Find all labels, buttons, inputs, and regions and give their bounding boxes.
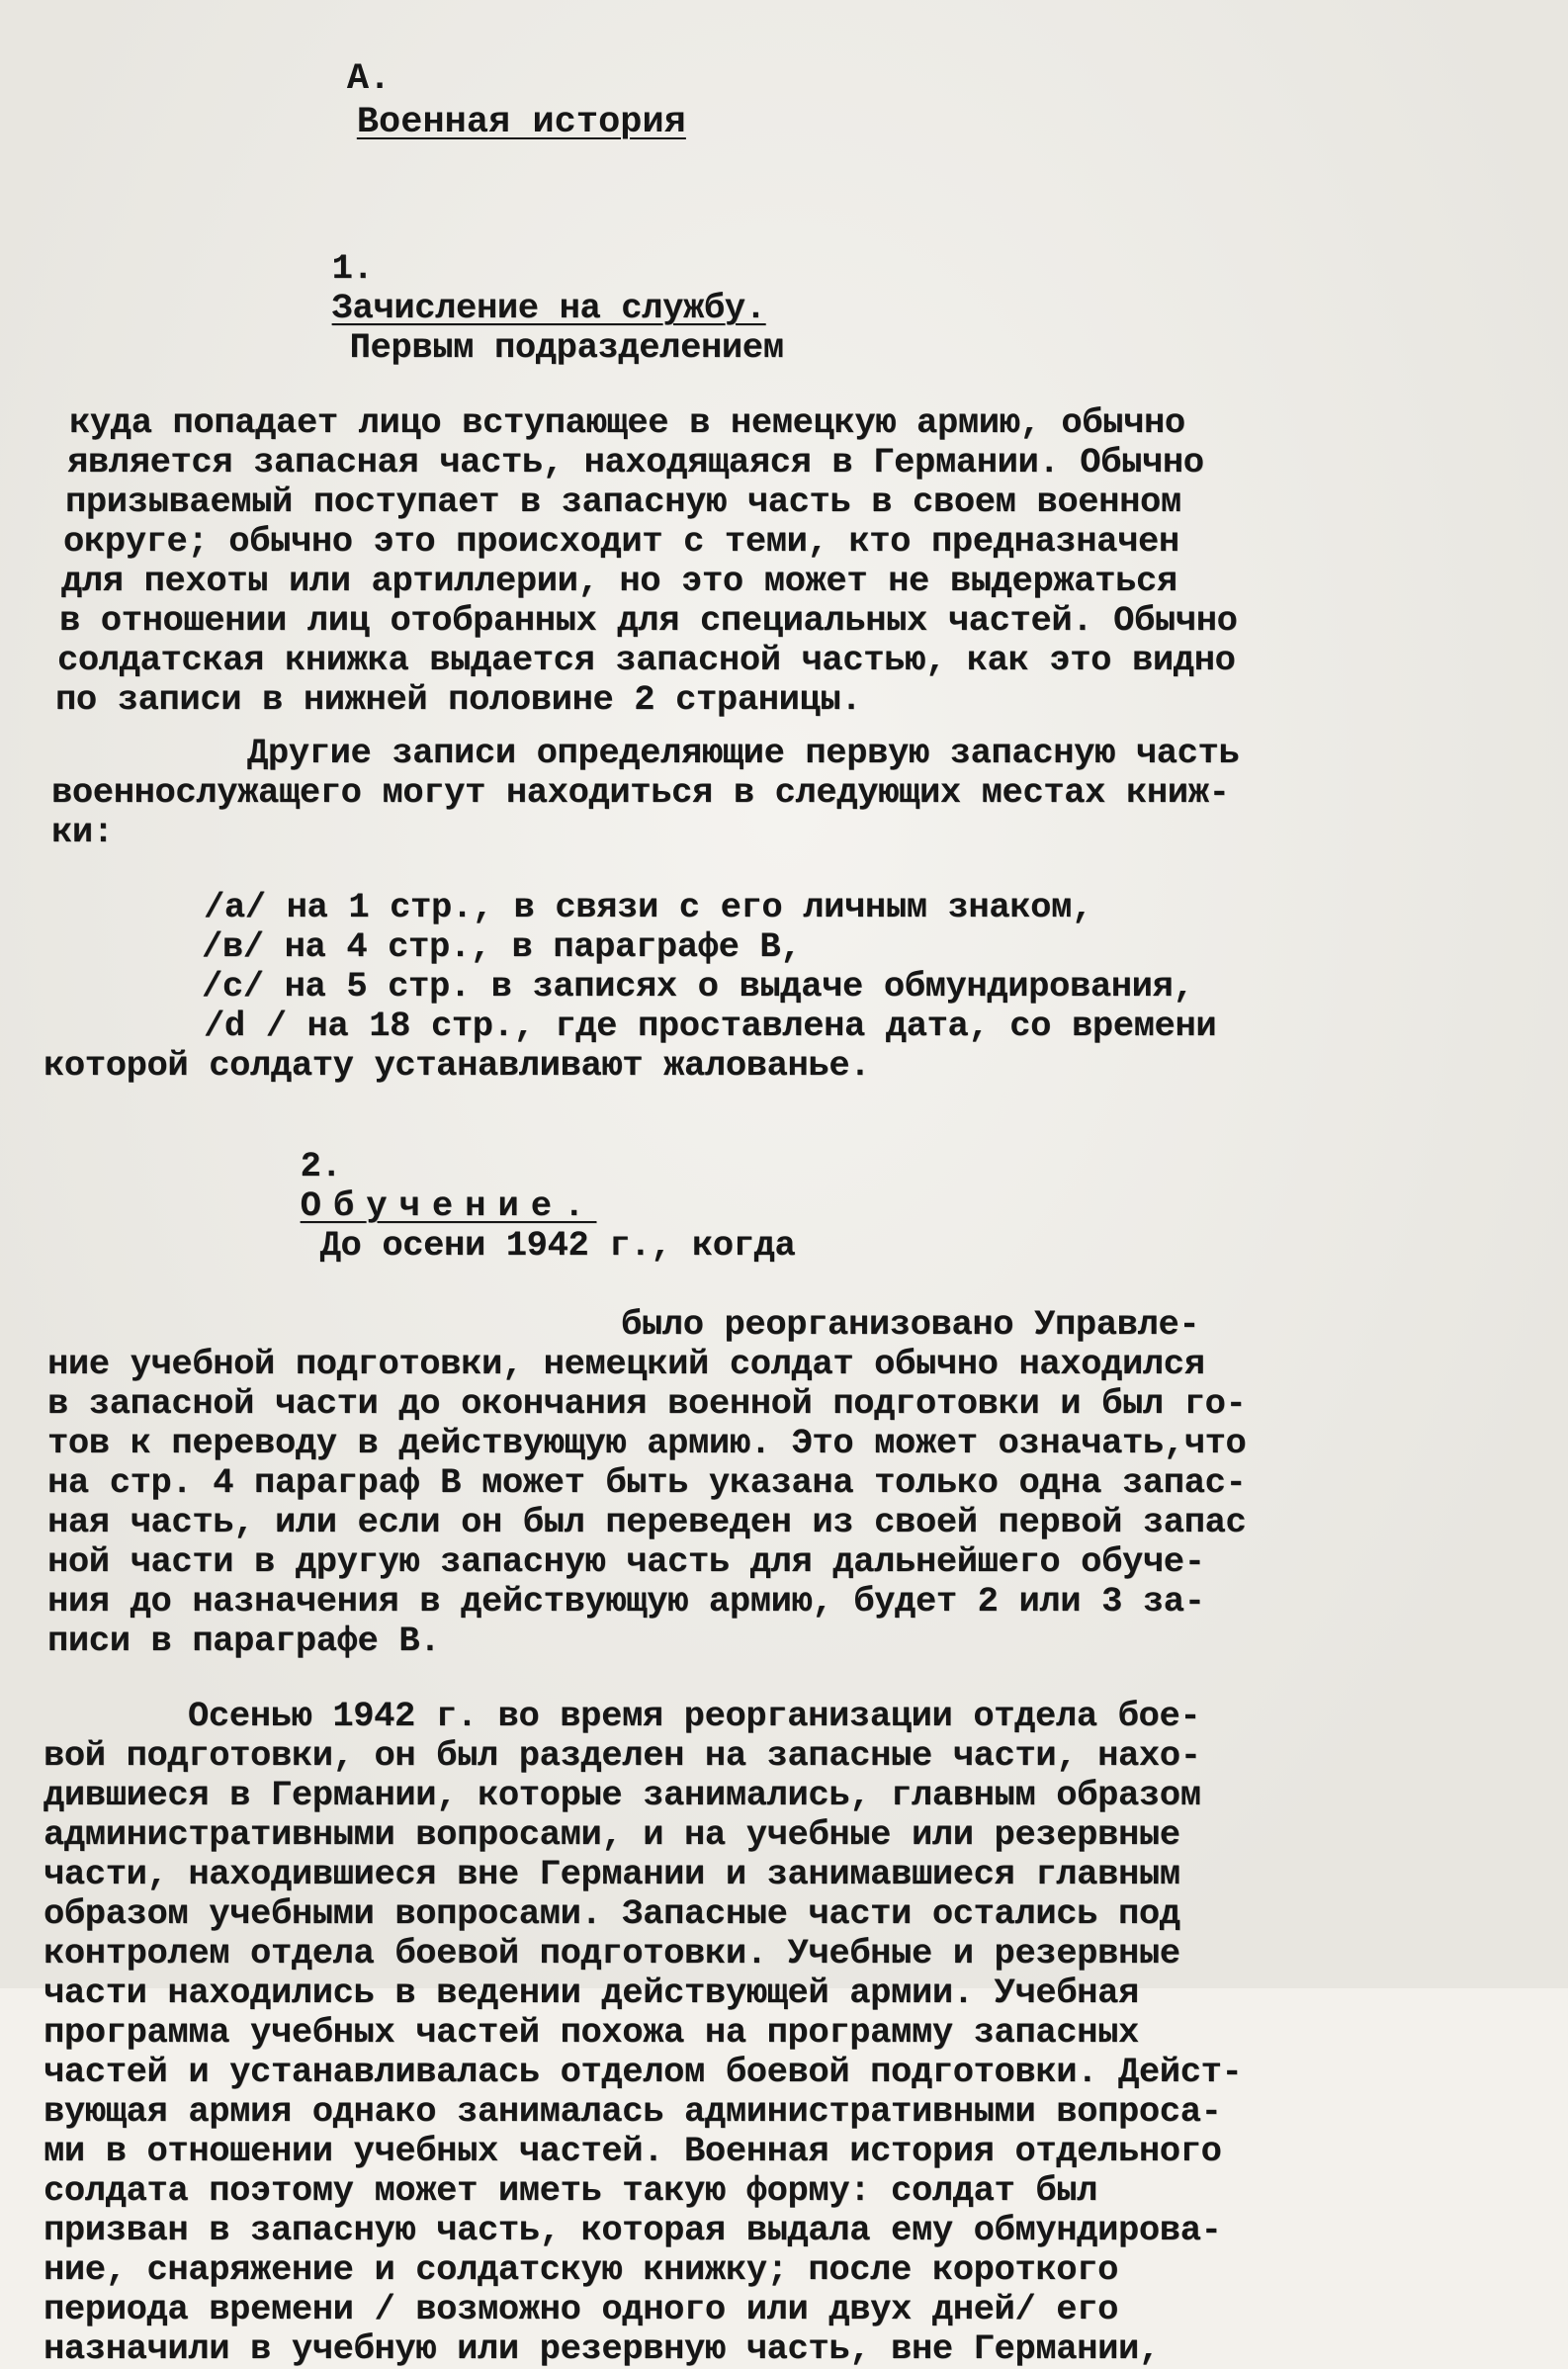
- section-heading: [44, 14, 1521, 188]
- para3-line: вующая армия однако занималась административными вопроса-: [44, 2091, 1222, 2132]
- item2-line: ной части в другую запасную часть для дальнейшего обуче-: [47, 1541, 1205, 1582]
- para3-line: программа учебных частей похожа на программу запасных: [44, 2012, 1139, 2053]
- item2-number: 2.: [300, 1146, 342, 1186]
- item2-line: в запасной части до окончания военной подготовки и был го-: [47, 1383, 1247, 1424]
- para3-line: части находились в ведении действующей армии. Учебная: [44, 1973, 1139, 2013]
- para2-line: Другие записи определяющие первую запасную часть: [247, 733, 1240, 773]
- list-item: /с/ на 5 стр. в записях о выдаче обмундирования,: [202, 966, 1194, 1007]
- item1-heading-line: [44, 210, 1521, 407]
- para3: [44, 1697, 1521, 2369]
- item1-line: для пехоты или артиллерии, но это может не выдержаться: [61, 561, 1177, 601]
- para2-line: ки:: [51, 812, 114, 852]
- section-letter: А.: [346, 58, 392, 100]
- section-title: Военная история: [356, 102, 686, 143]
- item1-line: в отношении лиц отобранных для специальных частей. Обычно: [59, 600, 1238, 641]
- item1-line: является запасная часть, находящаяся в Германии. Обычно: [67, 442, 1204, 483]
- para2: [44, 734, 1521, 852]
- para3-line: ние, снаряжение и солдатскую книжку; после короткого: [44, 2249, 1118, 2290]
- item2-line: ния до назначения в действующую армию, будет 2 или 3 за-: [47, 1581, 1205, 1622]
- item1-number: 1.: [331, 248, 374, 289]
- item2-body: [44, 1305, 1521, 1661]
- para3-line: контролем отдела боевой подготовки. Учебные и резервные: [44, 1933, 1180, 1974]
- item1-heading: Зачисление на службу.: [331, 288, 766, 328]
- item2-heading: Обучение.: [300, 1185, 597, 1226]
- item2-line: тов к переводу в действующую армию. Это может означать,что: [47, 1423, 1247, 1463]
- para3-line: частей и устанавливалась отделом боевой подготовки. Дейст-: [44, 2052, 1243, 2092]
- para3-line: ми в отношении учебных частей. Военная история отдельного: [44, 2131, 1222, 2171]
- item1-lead: Первым подразделением: [349, 327, 784, 368]
- para3-line: вой подготовки, он был разделен на запасные части, нахо-: [44, 1735, 1201, 1776]
- item2-line: на стр. 4 параграф В может быть указана только одна запас-: [47, 1462, 1247, 1503]
- list-item: /d / на 18 стр., где проставлена дата, со времени: [204, 1006, 1217, 1046]
- list-item: /в/ на 4 стр., в параграфе В,: [202, 926, 802, 967]
- para3-line: солдата поэтому может иметь такую форму: солдат был: [44, 2170, 1098, 2211]
- item1-body: [44, 403, 1521, 720]
- para3-line: призван в запасную часть, которая выдала ему обмундирова-: [44, 2210, 1222, 2250]
- para3-line: части, находившиеся вне Германии и занимавшиеся главным: [44, 1854, 1180, 1894]
- para3-line: образом учебными вопросами. Запасные части остались под: [44, 1893, 1180, 1934]
- para3-line: дившиеся в Германии, которые занимались, главным образом: [44, 1775, 1201, 1815]
- item2-line: писи в параграфе В.: [47, 1621, 441, 1661]
- item1-line: по записи в нижней половине 2 страницы.: [55, 679, 862, 720]
- para2-line: военнослужащего могут находиться в следующих местах книж-: [51, 772, 1230, 813]
- item2-line: ная часть, или если он был переведен из своей первой запас: [47, 1502, 1247, 1542]
- para3-line: назначили в учебную или резервную часть, вне Германии,: [44, 2328, 1160, 2369]
- item2-heading-line: [44, 1107, 1521, 1305]
- item2-line: ние учебной подготовки, немецкий солдат обычно находился: [47, 1344, 1205, 1384]
- para3-line: периода времени / возможно одного или двух дней/ его: [44, 2289, 1118, 2329]
- para3-line: Осенью 1942 г. во время реорганизации отдела бое-: [188, 1696, 1201, 1736]
- item2-lead: До осени 1942 г., когда: [319, 1225, 796, 1266]
- item1-line: призываемый поступает в запасную часть в своем военном: [65, 482, 1181, 522]
- list-item: /а/ на 1 стр., в связи с его личным знаком,: [204, 887, 1092, 927]
- item2-line: было реорганизовано Управле-: [621, 1304, 1200, 1345]
- para3-line: административными вопросами, и на учебные или резервные: [44, 1814, 1180, 1855]
- list-tail: которой солдату устанавливают жалованье.: [44, 1045, 871, 1086]
- item1-line: куда попадает лицо вступающее в немецкую армию, обычно: [69, 402, 1185, 443]
- item1-line: солдатская книжка выдается запасной частью, как это видно: [57, 640, 1236, 680]
- sub-list: [44, 888, 1521, 1086]
- item1-line: округе; обычно это происходит с теми, кто предназначен: [63, 521, 1179, 562]
